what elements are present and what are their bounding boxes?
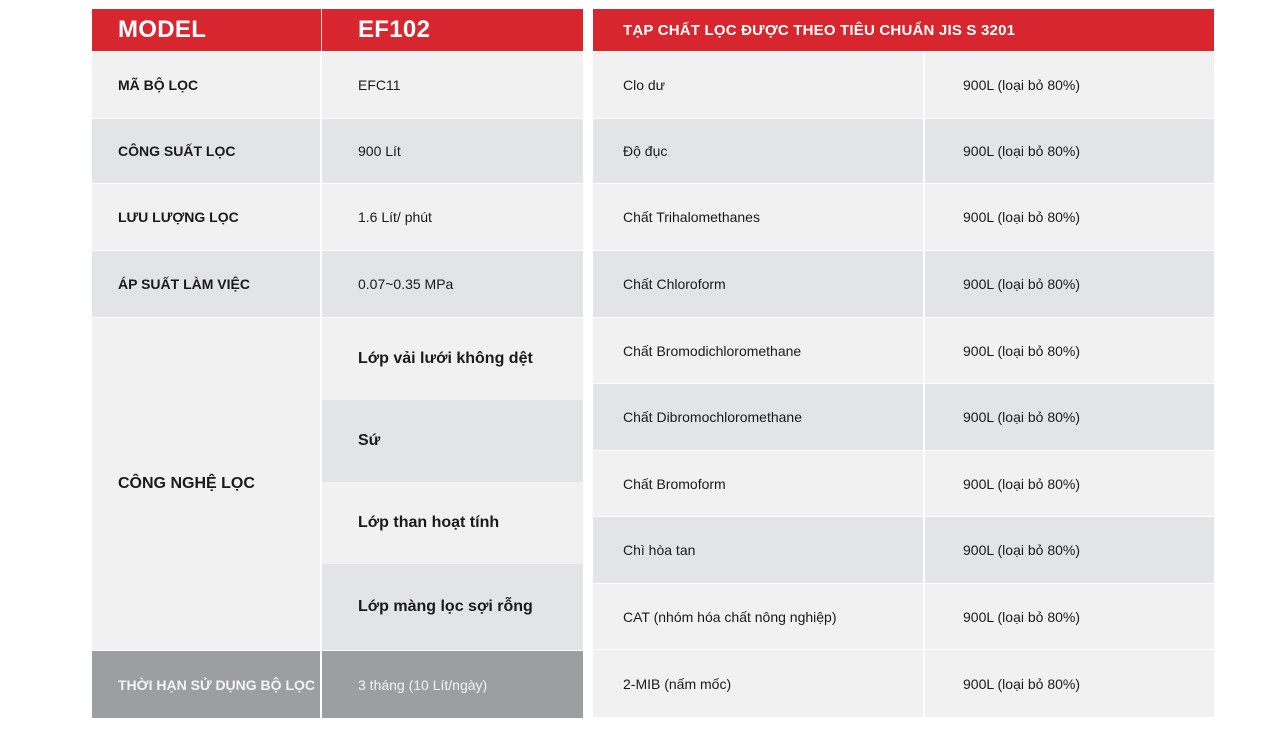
spec-value: 0.07~0.35 MPa: [322, 251, 583, 317]
technology-item: Lớp vải lưới không dệt: [322, 318, 583, 400]
impurity-value: 900L (loại bỏ 80%): [925, 52, 1214, 118]
spec-value: EFC11: [322, 52, 583, 118]
impurity-value: 900L (loại bỏ 80%): [925, 517, 1214, 583]
impurity-name: Clo dư: [593, 52, 925, 118]
impurity-row: [593, 383, 1214, 450]
model-label: MODEL: [92, 9, 322, 51]
impurity-value: 900L (loại bỏ 80%): [925, 451, 1214, 516]
spec-row-flow-rate: [92, 183, 583, 250]
spec-value: 3 tháng (10 Lít/ngày): [322, 651, 583, 718]
impurity-row: [593, 250, 1214, 317]
impurity-value: 900L (loại bỏ 80%): [925, 384, 1214, 450]
technology-list: [322, 318, 583, 650]
impurity-name: Chất Bromoform: [593, 451, 925, 516]
spec-label: CÔNG SUẤT LỌC: [92, 119, 322, 183]
impurity-value: 900L (loại bỏ 80%): [925, 184, 1214, 250]
spec-label: MÃ BỘ LỌC: [92, 52, 322, 118]
impurity-name: Chất Chloroform: [593, 251, 925, 317]
impurity-row: [593, 649, 1214, 717]
technology-item: Lớp màng lọc sợi rỗng: [322, 564, 583, 650]
impurities-table-header: [593, 9, 1214, 51]
technology-item: Lớp than hoạt tính: [322, 482, 583, 564]
impurity-value: 900L (loại bỏ 80%): [925, 251, 1214, 317]
impurity-row: [593, 450, 1214, 516]
technology-item: Sứ: [322, 400, 583, 482]
impurity-row: [593, 516, 1214, 583]
impurity-value: 900L (loại bỏ 80%): [925, 119, 1214, 183]
spec-table: [92, 9, 583, 718]
spec-row-technology: [92, 317, 583, 650]
impurity-value: 900L (loại bỏ 80%): [925, 650, 1214, 717]
impurity-row: [593, 317, 1214, 383]
impurity-name: Chất Trihalomethanes: [593, 184, 925, 250]
impurity-row: [593, 583, 1214, 649]
spec-row-capacity: [92, 118, 583, 183]
technology-label: CÔNG NGHỆ LỌC: [92, 318, 322, 650]
impurity-row: [593, 51, 1214, 118]
spec-table-header: [92, 9, 583, 51]
impurity-name: 2-MIB (nấm mốc): [593, 650, 925, 717]
impurity-value: 900L (loại bỏ 80%): [925, 318, 1214, 383]
spec-row-filter-code: [92, 51, 583, 118]
spec-row-lifetime: [92, 650, 583, 718]
spec-label: THỜI HẠN SỬ DỤNG BỘ LỌC: [92, 651, 322, 718]
spec-value: 1.6 Lít/ phút: [322, 184, 583, 250]
model-value: EF102: [358, 16, 431, 43]
impurity-name: Chì hòa tan: [593, 517, 925, 583]
spec-row-pressure: [92, 250, 583, 317]
spec-label: LƯU LƯỢNG LỌC: [92, 184, 322, 250]
impurity-name: CAT (nhóm hóa chất nông nghiệp): [593, 584, 925, 649]
spec-value: 900 Lít: [322, 119, 583, 183]
impurity-row: [593, 118, 1214, 183]
impurities-table: [593, 9, 1214, 717]
impurity-value: 900L (loại bỏ 80%): [925, 584, 1214, 649]
impurity-row: [593, 183, 1214, 250]
impurity-name: Chất Bromodichloromethane: [593, 318, 925, 383]
impurity-name: Chất Dibromochloromethane: [593, 384, 925, 450]
impurity-name: Độ đục: [593, 119, 925, 183]
impurities-title: TẠP CHẤT LỌC ĐƯỢC THEO TIÊU CHUẨN JIS S 3201: [623, 21, 1016, 39]
spec-label: ÁP SUẤT LÀM VIỆC: [92, 251, 322, 317]
